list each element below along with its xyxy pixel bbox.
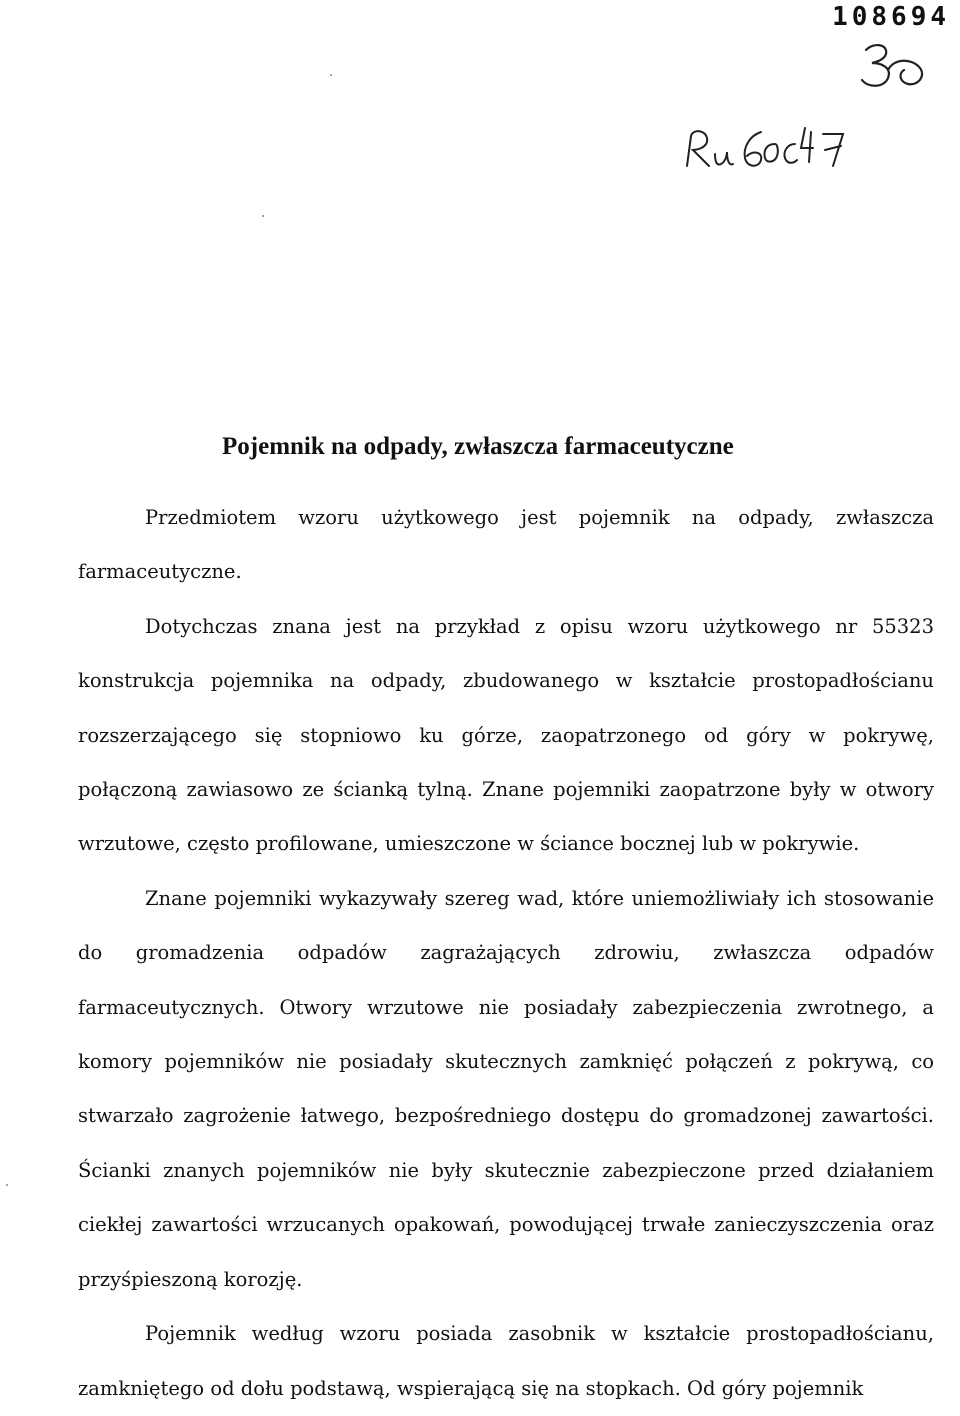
scan-speck bbox=[330, 74, 332, 76]
document-number: 108694 bbox=[832, 2, 950, 32]
paragraph: Znane pojemniki wykazywały szereg wad, które uniemożliwiały ich stosowanie do gromadzenia odpadów zagrażających zdrowiu, zwłaszcza odpadów farmaceutycznych. Otwory wrzutowe nie posiadały zabezpieczenia zwrotnego, a komory pojemników nie posiadały skutecznych zamknięć połączeń z pokrywą, co stwarzało zagrożenie łatwego, bezpośredniego dostępu do gromadzonej zawartości. Ścianki znanych pojemników nie były skutecznie zabezpieczone przed działaniem ciekłej zawartości wrzucanych opakowań, powodującej trwałe zanieczyszczenia oraz przyśpieszoną korozję. bbox=[78, 886, 934, 1291]
document-body bbox=[78, 491, 934, 1416]
paragraph: Dotychczas znana jest na przykład z opisu wzoru użytkowego nr 55323 konstrukcja pojemnika na odpady, zbudowanego w kształcie prostopadłościanu rozszerzającego się stopniowo ku górze, zaopatrzonego od góry w pokrywę, połączoną zawiasowo ze ścianką tylną. Znane pojemniki zaopatrzone były w otwory wrzutowe, często profilowane, umieszczone w ściance bocznej lub w pokrywie. bbox=[78, 614, 934, 856]
paragraph: Przedmiotem wzoru użytkowego jest pojemnik na odpady, zwłaszcza farmaceutyczne. bbox=[78, 506, 934, 584]
document-title: Pojemnik na odpady, zwłaszcza farmaceutyczne bbox=[222, 433, 734, 460]
handwritten-mark bbox=[858, 40, 934, 92]
handwritten-reference bbox=[683, 118, 853, 180]
scan-speck bbox=[6, 1184, 8, 1186]
paragraph: Pojemnik według wzoru posiada zasobnik w kształcie prostopadłościanu, zamkniętego od dołu podstawą, wspierającą się na stopkach. Od góry pojemnik bbox=[78, 1322, 934, 1400]
scan-speck bbox=[262, 215, 264, 217]
